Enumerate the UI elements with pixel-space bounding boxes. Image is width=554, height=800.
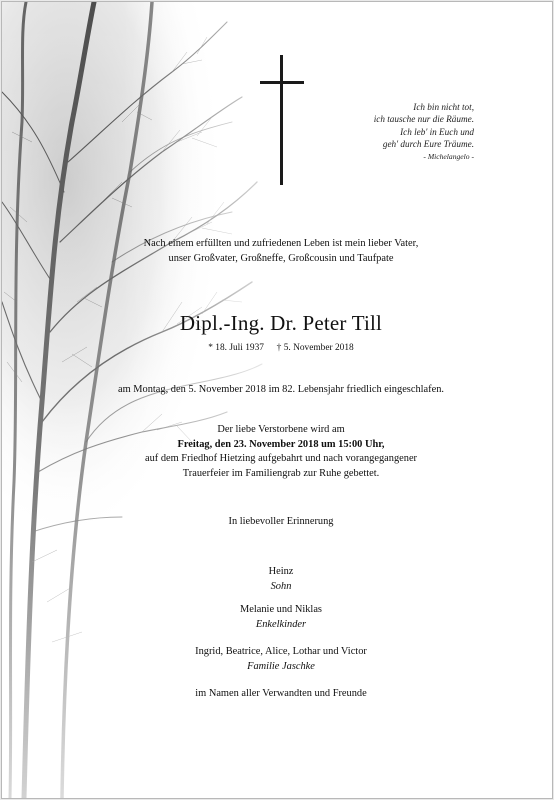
intro-line: Nach einem erfüllten und zufriedenen Leben ist mein lieber Vater, xyxy=(143,238,419,249)
quote-block xyxy=(314,101,474,163)
deceased-name: Dipl.-Ing. Dr. Peter Till xyxy=(179,311,383,335)
death-date: † 5. November 2018 xyxy=(276,343,354,353)
intro-line: unser Großvater, Großneffe, Großcousin und Taufpate xyxy=(168,252,394,264)
quote-author: - Michelangelo - xyxy=(423,151,474,161)
intro-text xyxy=(66,237,496,266)
obituary-page xyxy=(1,1,553,799)
remembrance-text: In liebevoller Erinnerung xyxy=(228,516,334,527)
mourner-relation: Enkelkinder xyxy=(255,618,307,630)
life-dates xyxy=(66,342,496,354)
funeral-info xyxy=(66,423,496,481)
birth-date: * 18. Juli 1937 xyxy=(208,343,264,353)
quote-line: Ich bin nicht tot, xyxy=(413,102,474,112)
mourner-names: Heinz xyxy=(268,566,294,577)
mourner-group xyxy=(66,645,496,674)
mourner-group xyxy=(66,565,496,594)
funeral-date: Freitag, den 23. November 2018 um 15:00 Uhr, xyxy=(177,438,385,450)
funeral-line: auf dem Friedhof Hietzing aufgebahrt und nach vorangegangener xyxy=(144,453,418,465)
mourner-group xyxy=(66,603,496,632)
mourner-relation: Sohn xyxy=(270,580,292,592)
quote-line: Ich leb' in Euch und xyxy=(400,126,474,137)
cross-symbol xyxy=(260,55,304,185)
mourner-names: Ingrid, Beatrice, Alice, Lothar und Victor xyxy=(195,646,367,657)
mourner-relation: Familie Jaschke xyxy=(247,660,315,672)
closing-text: im Namen aller Verwandten und Freunde xyxy=(195,688,367,699)
passing-text: am Montag, den 5. November 2018 im 82. Lebensjahr friedlich eingeschlafen. xyxy=(117,384,445,395)
quote-line: ich tausche nur die Räume. xyxy=(373,114,474,125)
mourner-names: Melanie und Niklas xyxy=(240,604,322,615)
funeral-line: Der liebe Verstorbene wird am xyxy=(217,424,345,435)
funeral-line: Trauerfeier im Familiengrab zur Ruhe gebettet. xyxy=(182,467,380,479)
quote-line: geh' durch Eure Träume. xyxy=(382,139,474,150)
